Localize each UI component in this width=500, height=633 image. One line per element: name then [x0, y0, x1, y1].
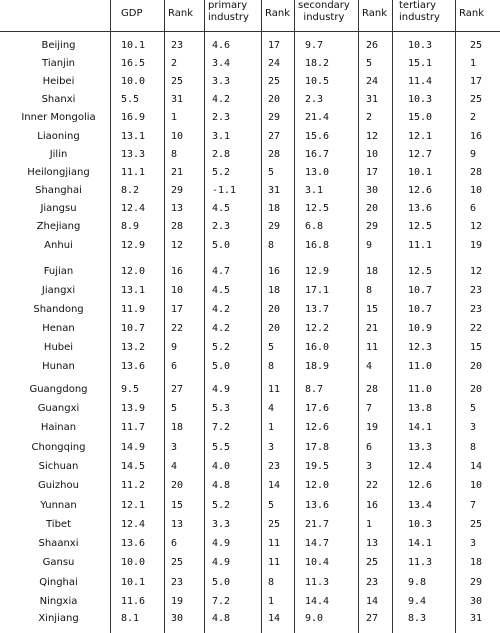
cell-secondary-rank: 25	[366, 557, 379, 568]
cell-tertiary: 12.3	[408, 342, 433, 353]
cell-gdp: 8.9	[121, 221, 140, 232]
cell-tertiary-rank: 31	[470, 613, 483, 624]
cell-tertiary-rank: 1	[470, 58, 477, 69]
cell-tertiary: 14.1	[408, 538, 433, 549]
cell-secondary: 17.1	[305, 285, 330, 296]
cell-primary-rank: 5	[268, 167, 275, 178]
cell-secondary: 18.9	[305, 361, 330, 372]
cell-tertiary-rank: 8	[470, 442, 477, 453]
cell-province: Shanghai	[35, 185, 82, 196]
cell-tertiary: 11.0	[408, 361, 433, 372]
cell-gdp: 11.1	[121, 167, 146, 178]
cell-tertiary-rank: 23	[470, 285, 483, 296]
cell-tertiary: 9.8	[408, 577, 427, 588]
cell-tertiary: 10.3	[408, 40, 433, 51]
grid-line	[294, 0, 295, 633]
cell-gdp-rank: 27	[171, 384, 184, 395]
cell-primary: 5.2	[212, 342, 231, 353]
cell-secondary: 16.7	[305, 149, 330, 160]
cell-province: Hubei	[43, 342, 74, 353]
cell-province: Shanxi	[41, 94, 76, 105]
grid-line	[164, 0, 165, 633]
cell-primary-rank: 25	[268, 76, 281, 87]
cell-gdp: 10.1	[121, 577, 146, 588]
cell-province: Tibet	[46, 519, 71, 530]
cell-primary-rank: 5	[268, 500, 275, 511]
cell-primary-rank: 8	[268, 240, 275, 251]
cell-secondary-rank: 3	[366, 461, 373, 472]
cell-gdp-rank: 3	[171, 442, 178, 453]
cell-secondary-rank: 11	[366, 342, 379, 353]
cell-province: Guangdong	[29, 384, 88, 395]
cell-province: Guizhou	[38, 480, 79, 491]
cell-province: Jilin	[49, 149, 68, 160]
cell-gdp: 9.5	[121, 384, 140, 395]
cell-gdp-rank: 15	[171, 500, 184, 511]
cell-secondary: 9.7	[305, 40, 324, 51]
cell-primary: 2.8	[212, 149, 231, 160]
grid-line	[204, 0, 205, 633]
cell-secondary: 10.5	[305, 76, 330, 87]
cell-gdp: 16.9	[121, 112, 146, 123]
cell-primary-rank: 17	[268, 40, 281, 51]
cell-secondary: 16.0	[305, 342, 330, 353]
cell-gdp-rank: 9	[171, 342, 178, 353]
cell-primary: 7.2	[212, 596, 231, 607]
cell-province: Tianjin	[42, 58, 75, 69]
cell-gdp: 12.4	[121, 203, 146, 214]
cell-gdp-rank: 22	[171, 323, 184, 334]
cell-secondary: 13.7	[305, 304, 330, 315]
cell-province: Jiangsu	[40, 203, 77, 214]
cell-tertiary: 12.5	[408, 221, 433, 232]
cell-gdp-rank: 23	[171, 577, 184, 588]
cell-secondary: 19.5	[305, 461, 330, 472]
cell-tertiary: 11.1	[408, 240, 433, 251]
cell-secondary-rank: 2	[366, 112, 373, 123]
cell-tertiary: 10.3	[408, 94, 433, 105]
cell-primary-rank: 27	[268, 131, 281, 142]
cell-tertiary: 10.9	[408, 323, 433, 334]
cell-primary-rank: 28	[268, 149, 281, 160]
cell-secondary-rank: 18	[366, 266, 379, 277]
cell-primary-rank: 23	[268, 461, 281, 472]
cell-secondary: 2.3	[305, 94, 324, 105]
cell-tertiary: 15.0	[408, 112, 433, 123]
cell-secondary-rank: 6	[366, 442, 373, 453]
cell-secondary: 8.7	[305, 384, 324, 395]
cell-gdp: 10.1	[121, 40, 146, 51]
cell-primary: 3.1	[212, 131, 231, 142]
cell-primary: 4.2	[212, 323, 231, 334]
cell-province: Yunnan	[40, 500, 77, 511]
cell-gdp-rank: 13	[171, 203, 184, 214]
cell-gdp-rank: 29	[171, 185, 184, 196]
cell-secondary-rank: 30	[366, 185, 379, 196]
header-rank-primary: Rank	[265, 8, 290, 19]
cell-secondary: 17.8	[305, 442, 330, 453]
cell-secondary: 15.6	[305, 131, 330, 142]
cell-gdp-rank: 5	[171, 403, 178, 414]
cell-secondary-rank: 24	[366, 76, 379, 87]
cell-primary: 3.3	[212, 519, 231, 530]
cell-gdp-rank: 25	[171, 557, 184, 568]
cell-tertiary: 12.6	[408, 185, 433, 196]
cell-province: Hainan	[40, 422, 77, 433]
cell-province: Shaanxi	[38, 538, 79, 549]
cell-secondary-rank: 10	[366, 149, 379, 160]
cell-province: Anhui	[44, 240, 73, 251]
cell-tertiary: 12.5	[408, 266, 433, 277]
cell-tertiary: 9.4	[408, 596, 427, 607]
cell-secondary: 13.0	[305, 167, 330, 178]
cell-tertiary-rank: 9	[470, 149, 477, 160]
header-divider	[0, 31, 500, 32]
cell-gdp: 8.2	[121, 185, 140, 196]
cell-tertiary-rank: 10	[470, 185, 483, 196]
cell-secondary: 12.0	[305, 480, 330, 491]
cell-province: Liaoning	[37, 131, 80, 142]
cell-primary-rank: 25	[268, 519, 281, 530]
cell-tertiary-rank: 25	[470, 519, 483, 530]
cell-tertiary: 13.3	[408, 442, 433, 453]
cell-gdp: 13.3	[121, 149, 146, 160]
cell-province: Chongqing	[31, 442, 86, 453]
cell-tertiary: 13.8	[408, 403, 433, 414]
cell-secondary-rank: 5	[366, 58, 373, 69]
cell-primary: 3.4	[212, 58, 231, 69]
grid-line	[392, 0, 393, 633]
cell-gdp-rank: 8	[171, 149, 178, 160]
cell-secondary: 12.5	[305, 203, 330, 214]
cell-tertiary: 12.4	[408, 461, 433, 472]
cell-tertiary: 12.1	[408, 131, 433, 142]
cell-primary: 4.9	[212, 557, 231, 568]
cell-tertiary: 14.1	[408, 422, 433, 433]
cell-gdp-rank: 10	[171, 285, 184, 296]
cell-secondary-rank: 31	[366, 94, 379, 105]
cell-tertiary-rank: 10	[470, 480, 483, 491]
cell-province: Fujian	[43, 266, 74, 277]
cell-tertiary: 15.1	[408, 58, 433, 69]
cell-gdp: 5.5	[121, 94, 140, 105]
cell-gdp: 11.9	[121, 304, 146, 315]
cell-primary: 5.0	[212, 240, 231, 251]
cell-primary: 5.2	[212, 500, 231, 511]
cell-secondary: 11.3	[305, 577, 330, 588]
cell-province: Ningxia	[39, 596, 78, 607]
cell-gdp-rank: 17	[171, 304, 184, 315]
cell-tertiary-rank: 18	[470, 557, 483, 568]
cell-gdp: 12.4	[121, 519, 146, 530]
cell-province: Heilongjiang	[27, 167, 90, 178]
cell-gdp-rank: 4	[171, 461, 178, 472]
cell-gdp: 13.6	[121, 361, 146, 372]
cell-primary-rank: 1	[268, 422, 275, 433]
cell-tertiary-rank: 3	[470, 422, 477, 433]
cell-gdp: 8.1	[121, 613, 140, 624]
cell-gdp-rank: 20	[171, 480, 184, 491]
cell-primary-rank: 11	[268, 557, 281, 568]
cell-province: Shandong	[33, 304, 84, 315]
cell-gdp: 13.1	[121, 285, 146, 296]
header-rank-tertiary: Rank	[459, 8, 484, 19]
cell-primary-rank: 14	[268, 480, 281, 491]
cell-tertiary-rank: 14	[470, 461, 483, 472]
cell-primary-rank: 1	[268, 596, 275, 607]
cell-tertiary-rank: 25	[470, 94, 483, 105]
cell-primary-rank: 16	[268, 266, 281, 277]
cell-province: Hunan	[42, 361, 75, 372]
cell-secondary: 14.4	[305, 596, 330, 607]
cell-tertiary: 13.4	[408, 500, 433, 511]
cell-province: Guangxi	[37, 403, 80, 414]
cell-secondary: 12.6	[305, 422, 330, 433]
cell-gdp: 13.6	[121, 538, 146, 549]
cell-primary: 4.0	[212, 461, 231, 472]
cell-primary-rank: 18	[268, 285, 281, 296]
cell-secondary-rank: 28	[366, 384, 379, 395]
cell-primary-rank: 18	[268, 203, 281, 214]
cell-primary-rank: 11	[268, 384, 281, 395]
cell-gdp: 12.9	[121, 240, 146, 251]
cell-gdp-rank: 23	[171, 40, 184, 51]
cell-secondary: 21.4	[305, 112, 330, 123]
cell-tertiary-rank: 6	[470, 203, 477, 214]
cell-secondary: 21.7	[305, 519, 330, 530]
cell-primary-rank: 29	[268, 221, 281, 232]
cell-primary: 4.5	[212, 203, 231, 214]
cell-secondary-rank: 21	[366, 323, 379, 334]
cell-province: Gansu	[42, 557, 75, 568]
cell-province: Henan	[42, 323, 75, 334]
cell-secondary-rank: 9	[366, 240, 373, 251]
cell-tertiary: 10.1	[408, 167, 433, 178]
header-primary-industry: primary industry	[208, 0, 249, 23]
cell-gdp: 12.0	[121, 266, 146, 277]
cell-secondary: 12.9	[305, 266, 330, 277]
cell-province: Xinjiang	[38, 613, 79, 624]
cell-secondary: 9.0	[305, 613, 324, 624]
cell-secondary-rank: 29	[366, 221, 379, 232]
cell-primary-rank: 11	[268, 538, 281, 549]
cell-primary: 5.0	[212, 577, 231, 588]
cell-secondary: 12.2	[305, 323, 330, 334]
cell-primary-rank: 20	[268, 323, 281, 334]
cell-secondary: 14.7	[305, 538, 330, 549]
cell-tertiary-rank: 20	[470, 384, 483, 395]
cell-gdp-rank: 10	[171, 131, 184, 142]
cell-primary: 5.2	[212, 167, 231, 178]
cell-primary: 4.9	[212, 538, 231, 549]
cell-tertiary: 11.0	[408, 384, 433, 395]
cell-primary-rank: 8	[268, 361, 275, 372]
cell-province: Sichuan	[38, 461, 79, 472]
cell-primary: 2.3	[212, 112, 231, 123]
cell-secondary-rank: 16	[366, 500, 379, 511]
cell-gdp: 11.2	[121, 480, 146, 491]
header-rank-secondary: Rank	[362, 8, 387, 19]
cell-gdp: 14.9	[121, 442, 146, 453]
cell-province: Zhejiang	[36, 221, 81, 232]
cell-gdp-rank: 21	[171, 167, 184, 178]
cell-secondary-rank: 23	[366, 577, 379, 588]
cell-gdp: 10.0	[121, 557, 146, 568]
cell-primary: 4.7	[212, 266, 231, 277]
grid-line	[261, 0, 262, 633]
cell-gdp-rank: 13	[171, 519, 184, 530]
cell-gdp-rank: 1	[171, 112, 178, 123]
cell-province: Beijing	[41, 40, 76, 51]
cell-tertiary-rank: 17	[470, 76, 483, 87]
cell-gdp: 14.5	[121, 461, 146, 472]
cell-secondary-rank: 19	[366, 422, 379, 433]
cell-tertiary-rank: 19	[470, 240, 483, 251]
cell-gdp: 11.7	[121, 422, 146, 433]
cell-province: Jiangxi	[41, 285, 76, 296]
cell-primary: 4.5	[212, 285, 231, 296]
cell-secondary-rank: 17	[366, 167, 379, 178]
cell-primary: 7.2	[212, 422, 231, 433]
cell-primary: 3.3	[212, 76, 231, 87]
header-gdp: GDP	[121, 8, 143, 19]
cell-secondary-rank: 20	[366, 203, 379, 214]
cell-tertiary: 11.4	[408, 76, 433, 87]
cell-gdp-rank: 12	[171, 240, 184, 251]
cell-primary-rank: 24	[268, 58, 281, 69]
cell-tertiary-rank: 29	[470, 577, 483, 588]
cell-secondary-rank: 15	[366, 304, 379, 315]
cell-primary: 4.2	[212, 304, 231, 315]
cell-tertiary: 12.7	[408, 149, 433, 160]
cell-gdp: 16.5	[121, 58, 146, 69]
cell-gdp-rank: 6	[171, 538, 178, 549]
cell-secondary-rank: 1	[366, 519, 373, 530]
cell-primary: 4.8	[212, 613, 231, 624]
cell-secondary-rank: 22	[366, 480, 379, 491]
cell-secondary: 16.8	[305, 240, 330, 251]
cell-secondary: 6.8	[305, 221, 324, 232]
cell-tertiary-rank: 12	[470, 266, 483, 277]
cell-gdp-rank: 19	[171, 596, 184, 607]
cell-tertiary-rank: 16	[470, 131, 483, 142]
cell-gdp-rank: 30	[171, 613, 184, 624]
cell-gdp-rank: 18	[171, 422, 184, 433]
cell-primary: 5.5	[212, 442, 231, 453]
grid-line	[358, 0, 359, 633]
cell-tertiary-rank: 23	[470, 304, 483, 315]
cell-gdp: 13.1	[121, 131, 146, 142]
cell-primary-rank: 4	[268, 403, 275, 414]
cell-primary: 5.0	[212, 361, 231, 372]
cell-tertiary-rank: 30	[470, 596, 483, 607]
cell-tertiary: 10.7	[408, 285, 433, 296]
header-secondary-industry: secondary industry	[298, 0, 350, 23]
cell-gdp: 13.9	[121, 403, 146, 414]
cell-primary-rank: 3	[268, 442, 275, 453]
cell-secondary-rank: 13	[366, 538, 379, 549]
cell-province: Heibei	[42, 76, 75, 87]
cell-gdp-rank: 31	[171, 94, 184, 105]
header-tertiary-industry: tertiary industry	[399, 0, 440, 23]
cell-tertiary-rank: 20	[470, 361, 483, 372]
cell-gdp-rank: 28	[171, 221, 184, 232]
cell-province: Inner Mongolia	[21, 112, 96, 123]
cell-primary-rank: 8	[268, 577, 275, 588]
cell-primary-rank: 31	[268, 185, 281, 196]
cell-primary: 4.2	[212, 94, 231, 105]
cell-primary-rank: 5	[268, 342, 275, 353]
cell-gdp-rank: 25	[171, 76, 184, 87]
cell-gdp: 10.7	[121, 323, 146, 334]
grid-line	[110, 0, 111, 633]
cell-primary: 4.9	[212, 384, 231, 395]
cell-tertiary-rank: 15	[470, 342, 483, 353]
cell-primary: 5.3	[212, 403, 231, 414]
cell-tertiary-rank: 25	[470, 40, 483, 51]
cell-primary: 4.8	[212, 480, 231, 491]
cell-secondary-rank: 12	[366, 131, 379, 142]
cell-secondary-rank: 4	[366, 361, 373, 372]
cell-gdp-rank: 6	[171, 361, 178, 372]
cell-secondary-rank: 8	[366, 285, 373, 296]
cell-primary: 2.3	[212, 221, 231, 232]
cell-primary: -1.1	[212, 185, 237, 196]
cell-tertiary-rank: 3	[470, 538, 477, 549]
cell-tertiary: 10.7	[408, 304, 433, 315]
cell-secondary: 10.4	[305, 557, 330, 568]
cell-gdp: 10.0	[121, 76, 146, 87]
cell-tertiary: 10.3	[408, 519, 433, 530]
cell-gdp: 13.2	[121, 342, 146, 353]
grid-line	[455, 0, 456, 633]
cell-gdp: 12.1	[121, 500, 146, 511]
cell-secondary-rank: 27	[366, 613, 379, 624]
header-rank-gdp: Rank	[168, 8, 193, 19]
cell-province: Qinghai	[39, 577, 78, 588]
cell-primary-rank: 20	[268, 94, 281, 105]
cell-secondary: 3.1	[305, 185, 324, 196]
cell-secondary: 17.6	[305, 403, 330, 414]
cell-tertiary-rank: 5	[470, 403, 477, 414]
cell-secondary-rank: 14	[366, 596, 379, 607]
cell-secondary: 18.2	[305, 58, 330, 69]
cell-gdp-rank: 2	[171, 58, 178, 69]
cell-tertiary: 13.6	[408, 203, 433, 214]
cell-secondary-rank: 26	[366, 40, 379, 51]
cell-tertiary-rank: 12	[470, 221, 483, 232]
cell-primary-rank: 20	[268, 304, 281, 315]
cell-gdp-rank: 16	[171, 266, 184, 277]
cell-primary-rank: 29	[268, 112, 281, 123]
cell-secondary: 13.6	[305, 500, 330, 511]
cell-tertiary-rank: 7	[470, 500, 477, 511]
cell-tertiary: 12.6	[408, 480, 433, 491]
cell-tertiary-rank: 28	[470, 167, 483, 178]
cell-tertiary-rank: 22	[470, 323, 483, 334]
cell-secondary-rank: 7	[366, 403, 373, 414]
cell-primary: 4.6	[212, 40, 231, 51]
cell-tertiary-rank: 2	[470, 112, 477, 123]
cell-primary-rank: 14	[268, 613, 281, 624]
cell-gdp: 11.6	[121, 596, 146, 607]
cell-tertiary: 8.3	[408, 613, 427, 624]
cell-tertiary: 11.3	[408, 557, 433, 568]
